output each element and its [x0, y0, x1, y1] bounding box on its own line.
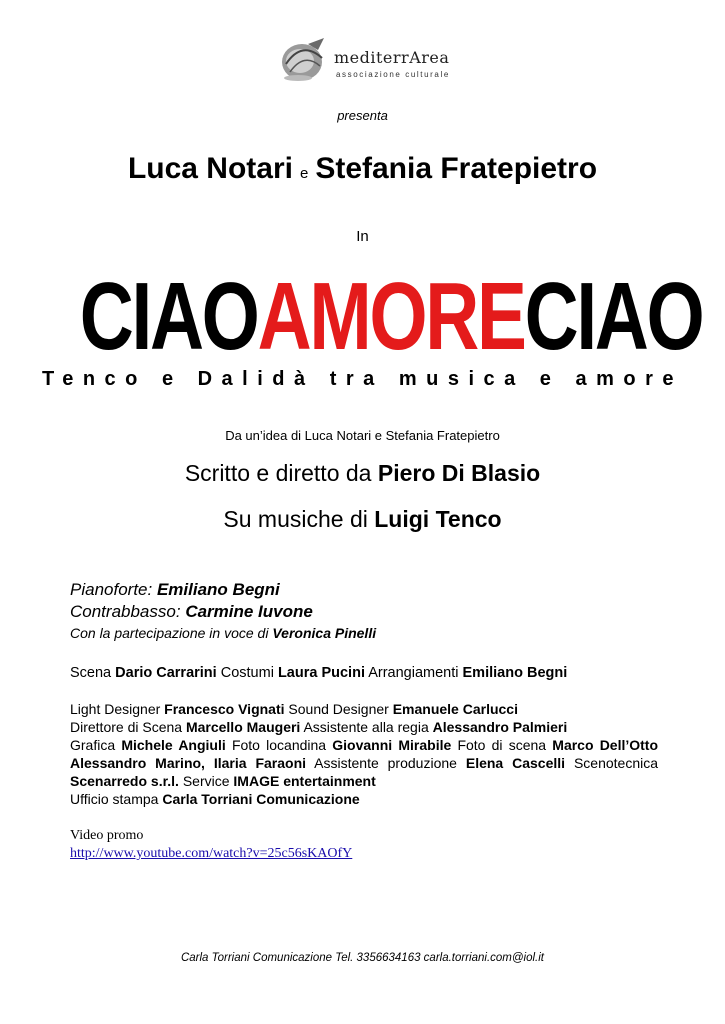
credit-role: Foto locandina — [231, 737, 327, 753]
credit-name: Emanuele Carlucci — [392, 701, 518, 717]
credit-name: Francesco Vignati — [164, 701, 285, 717]
credit-name: Carla Torriani Comunicazione — [162, 791, 360, 807]
credit-name: Scenarredo s.r.l. — [70, 773, 179, 789]
footer-contact: Carla Torriani Comunicazione Tel. 3356634163 carla.torriani.com@iol.it — [180, 952, 545, 964]
credit-role: Ufficio stampa — [70, 791, 159, 807]
contrabass-credit — [70, 602, 313, 622]
piano-role: Pianoforte: — [70, 580, 153, 599]
credit-role: Foto di scena — [457, 737, 547, 753]
show-title — [79, 262, 703, 372]
music-line — [0, 506, 725, 533]
actors-heading — [0, 152, 725, 186]
credit-role: Service — [182, 773, 230, 789]
credit-role: Assistente produzione — [314, 755, 457, 771]
voice-role: Con la partecipazione in voce di — [70, 625, 269, 641]
title-part1: CIAO — [79, 263, 258, 370]
costumi-name: Laura Pucini — [277, 665, 365, 681]
piano-name: Emiliano Begni — [156, 580, 280, 599]
arrangiamenti-role: Arrangiamenti — [368, 665, 459, 681]
music-prefix: Su musiche di — [223, 506, 368, 532]
written-directed-line — [0, 460, 725, 487]
credit-role: Scenotecnica — [573, 755, 659, 771]
scene-credits — [70, 665, 567, 681]
logo-subtitle: associazione culturale — [336, 70, 450, 79]
credit-role: Direttore di Scena — [70, 719, 183, 735]
credit-name: Giovanni Mirabile — [332, 737, 452, 753]
scena-name: Dario Carrarini — [115, 665, 217, 681]
contrabass-name: Carmine Iuvone — [185, 602, 313, 621]
credit-name: Michele Angiuli — [121, 737, 226, 753]
credit-name: Marco Dell’Otto Alessandro Marino, Ilaria Faraoni — [70, 737, 659, 771]
credit-name: Marcello Maugeri — [185, 719, 301, 735]
credit-name: Elena Cascelli — [465, 755, 566, 771]
voice-credit — [70, 625, 376, 641]
credit-role: Light Designer — [70, 701, 161, 717]
in-label: In — [356, 228, 369, 245]
title-part2: AMORE — [257, 263, 525, 370]
idea-line: Da un’idea di Luca Notari e Stefania Fratepietro — [225, 428, 500, 443]
credit-role: Grafica — [70, 737, 116, 753]
actors-conjunction: e — [299, 165, 309, 182]
credit-role: Assistente alla regia — [303, 719, 429, 735]
title-part3: CIAO — [524, 263, 703, 370]
credit-name: IMAGE entertainment — [233, 773, 376, 789]
scena-role: Scena — [70, 665, 112, 681]
composer-name: Luigi Tenco — [374, 506, 502, 532]
piano-credit — [70, 580, 280, 600]
credit-name: Alessandro Palmieri — [432, 719, 568, 735]
contrabass-role: Contrabbasso: — [70, 602, 181, 621]
actor-second: Stefania Fratepietro — [315, 152, 598, 185]
video-promo-link[interactable]: http://www.youtube.com/watch?v=25c56sKAOfY — [70, 846, 353, 861]
actor-first: Luca Notari — [127, 152, 293, 185]
show-subtitle: Tenco e Dalidà tra musica e amore — [41, 368, 684, 390]
credit-role: Sound Designer — [288, 701, 389, 717]
arrangiamenti-name: Emiliano Begni — [462, 665, 568, 681]
written-prefix: Scritto e diretto da — [184, 460, 372, 486]
presenta-label: presenta — [337, 108, 388, 123]
costumi-role: Costumi — [220, 665, 274, 681]
logo — [278, 34, 448, 90]
director-name: Piero Di Blasio — [377, 460, 541, 486]
logo-name: mediterrArea — [334, 48, 450, 67]
shell-icon — [278, 34, 330, 86]
voice-name: Veronica Pinelli — [272, 625, 377, 641]
credits-block — [70, 700, 658, 808]
video-promo-label: Video promo — [70, 828, 144, 843]
